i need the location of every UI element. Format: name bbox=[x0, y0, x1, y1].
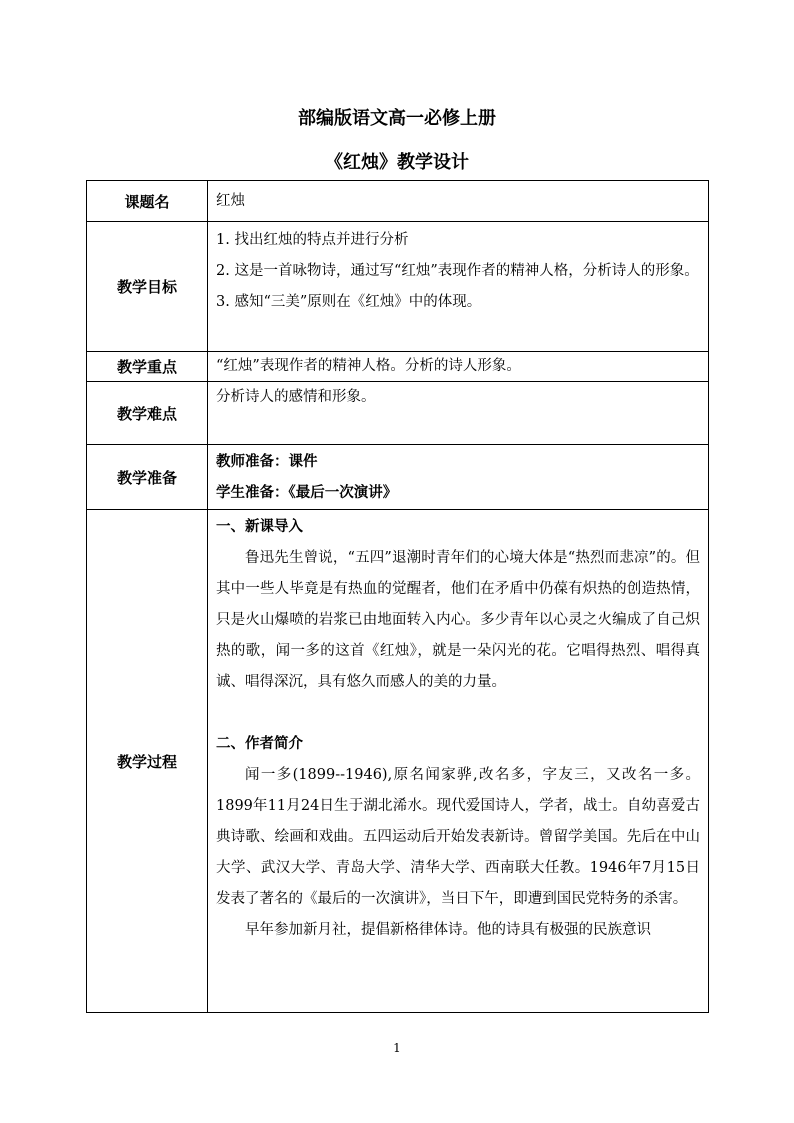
page-number: 1 bbox=[393, 1041, 401, 1055]
goal-item: 1. 找出红烛的特点并进行分析 bbox=[216, 232, 409, 248]
label-topic: 课题名 bbox=[87, 181, 208, 222]
key-point-text: “红烛”表现作者的精神人格。分析的诗人形象。 bbox=[216, 358, 521, 374]
value-goals bbox=[208, 222, 709, 352]
row-goals bbox=[87, 222, 709, 352]
section-heading-intro: 一、新课导入 bbox=[216, 519, 303, 535]
row-difficulty bbox=[87, 382, 709, 445]
value-topic bbox=[208, 181, 709, 222]
teacher-preparation: 教师准备：课件 bbox=[216, 454, 318, 470]
section-heading-author: 二、作者简介 bbox=[216, 736, 303, 752]
section-text-intro: 鲁迅先生曾说，“五四”退潮时青年们的心境大体是“热烈而悲凉”的。但其中一些人毕竟是有热血的觉醒者，他们在矛盾中仍葆有炽热的创造热情，只是火山爆喷的岩浆已由地面转入内心。多少青年以心灵之火编成了自己炽热的歌，闻一多的这首《红烛》，就是一朵闪光的花。它唱得热烈、唱得真诚、唱得深沉，具有悠久而感人的美的力量。 bbox=[216, 550, 700, 690]
section-text-author: 闻一多(1899--1946),原名闻家骅,改名多，字友三，又改名一多。1899年11月24日生于湖北浠水。现代爱国诗人，学者，战士。自幼喜爱古典诗歌、绘画和戏曲。五四运动后开始发表新诗。曾留学美国。先后在中山大学、武汉大学、青岛大学、清华大学、西南联大任教。1946年7月15日发表了著名的《最后的一次演讲》，当日下午，即遭到国民党特务的杀害。 bbox=[216, 767, 700, 907]
student-preparation: 学生准备：《最后一次演讲》 bbox=[216, 485, 398, 501]
lesson-plan-table bbox=[86, 180, 709, 1013]
goal-item: 2. 这是一首咏物诗，通过写“红烛”表现作者的精神人格，分析诗人的形象。 bbox=[216, 263, 699, 279]
topic-text: 红烛 bbox=[216, 192, 245, 209]
difficulty-text: 分析诗人的感情和形象。 bbox=[216, 389, 376, 405]
label-preparation: 教学准备 bbox=[87, 445, 208, 510]
value-process bbox=[208, 510, 709, 1013]
row-topic bbox=[87, 181, 709, 222]
row-key-point bbox=[87, 352, 709, 382]
label-difficulty: 教学难点 bbox=[87, 382, 208, 445]
value-key-point bbox=[208, 352, 709, 382]
label-key-point: 教学重点 bbox=[87, 352, 208, 382]
row-process bbox=[87, 510, 709, 1013]
document-subtitle: 《红烛》教学设计 bbox=[325, 152, 469, 173]
section-text-author-cont: 早年参加新月社，提倡新格律体诗。他的诗具有极强的民族意识 bbox=[245, 922, 651, 938]
label-goals: 教学目标 bbox=[87, 222, 208, 352]
value-preparation bbox=[208, 445, 709, 510]
row-preparation bbox=[87, 445, 709, 510]
label-process: 教学过程 bbox=[87, 510, 208, 1013]
goal-item: 3. 感知“三美”原则在《红烛》中的体现。 bbox=[216, 294, 482, 310]
document-title: 部编版语文高一必修上册 bbox=[298, 108, 496, 129]
value-difficulty bbox=[208, 382, 709, 445]
